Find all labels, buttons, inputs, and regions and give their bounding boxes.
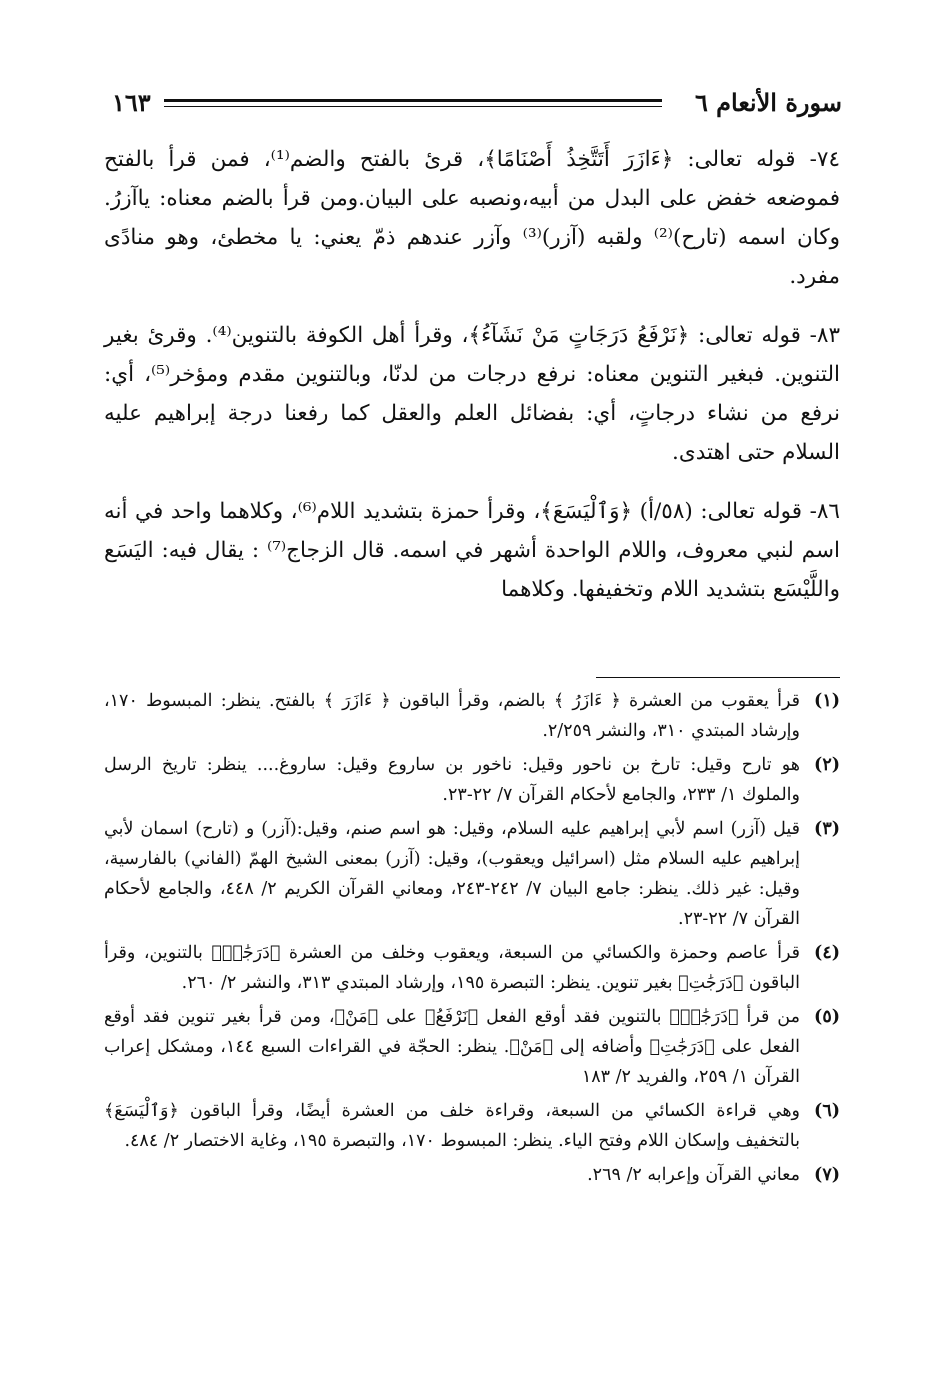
footnote-number: (٥) [814,1007,840,1027]
footnote-text: وهي قراءة الكسائي من السبعة، وقراءة خلف من العشرة أيضًا، وقرأ الباقون ﴿وَٱلْيَسَعَ﴾ بالتخفيف وإسكان اللام وفتح الياء. ينظر: المبسوط ١٧٠، والتبصرة ١٩٥، وغاية الاختصار ٢/ ٤٨٤. [104,1101,800,1151]
footnote-text: معاني القرآن وإعرابه ٢/ ٢٦٩. [587,1165,800,1185]
footnote [104,938,840,998]
footnote-number: (٤) [814,943,840,963]
footnote [104,750,840,810]
page-header [112,86,842,122]
footnote-text: قرأ يعقوب من العشرة ﴿ ءَازَرُ ﴾ بالضم، وقرأ الباقون ﴿ ءَازَرَ ﴾ بالفتح. ينظر: المبسوط ١٧٠، وإرشاد المبتدي ٣١٠، والنشر ٢/٢٥٩. [104,691,800,741]
footnote-text: هو تارح وقيل: تارخ بن ناحور وقيل: ناخور بن ساروع وقيل: ساروغ.... ينظر: تاريخ الرسل والملوك ١/ ٢٣٣، والجامع لأحكام القرآن ٧/ ٢٢-٢٣. [104,755,800,805]
footnote [104,686,840,746]
footnote-number: (٦) [814,1101,840,1121]
sura-title: سورة الأنعام ٦ [694,88,842,117]
main-text [104,140,840,629]
footnote-text: قرأ عاصم وحمزة والكسائي من السبعة، ويعقوب وخلف من العشرة ﴿دَرَجَٰتٖ﴾ بالتنوين، وقرأ الباقون ﴿دَرَجَٰتِ﴾ بغير تنوين. ينظر: التبصرة ١٩٥، وإرشاد المبتدي ٣١٣، والنشر ٢/ ٢٦٠. [104,943,800,993]
footnote-text: قيل (آزر) اسم لأبي إبراهيم عليه السلام، وقيل: هو اسم صنم، وقيل:(آزر) و (تارح) اسمان لأبي إبراهيم عليه السلام مثل (اسرائيل ويعقوب)، وقيل: (آزر) بمعنى الشيخ الهمّ (الفاني) بالفارسية، وقيل: غير ذلك. ينظر: جامع البيان ٧/ ٢٤٢-٢٤٣، ومعاني القرآن الكريم ٢/ ٤٤٨، والجامع لأحكام القرآن ٧/ ٢٢-٢٣. [104,819,801,929]
footnotes [104,686,840,1194]
footnote [104,1160,840,1190]
header-rule-thin [164,106,662,107]
paragraph-83: ٨٣- قوله تعالى: ﴿نَرْفَعُ دَرَجَاتٍ مَنْ نَشَآءُ﴾، وقرأ أهل الكوفة بالتنوين⁽⁴⁾. وقرئ بغير التنوين. فبغير التنوين معناه: نرفع درجات من لدنّا، وبالتنوين مقدم ومؤخر⁽⁵⁾، أي: نرفع من نشاء درجاتٍ، أي: بفضائل العلم والعقل كما رفعنا درجة إبراهيم عليه السلام حتى اهتدى. [104,323,840,465]
footnote [104,1002,840,1092]
footnote-number: (١) [814,691,840,711]
footnote-number: (٢) [814,755,840,775]
footnote-text: من قرأ ﴿دَرَجَٰتٖ﴾ بالتنوين فقد أوقع الفعل ﴿نَرْفَعُ﴾ على ﴿مَنْ﴾، ومن قرأ بغير تنوين فقد أوقع الفعل على ﴿دَرَجَٰتِ﴾ وأضافه إلى ﴿مَنْ﴾. ينظر: الحجّة في القراءات السبع ١٤٤، ومشكل إعراب القرآن ١/ ٢٥٩، والفريد ٢/ ١٨٣ [104,1007,800,1087]
page-number: ١٦٣ [112,88,151,117]
footnote-number: (٧) [814,1165,840,1185]
footnote-number: (٣) [814,819,840,839]
paragraph-86: ٨٦- قوله تعالى: (٥٨/أ) ﴿وَٱلْيَسَعَ﴾، وقرأ حمزة بتشديد اللام⁽⁶⁾، وكلاهما واحد في أنه اسم لنبي معروف، واللام الواحدة أشهر في اسمه. قال الزجاج⁽⁷⁾ : يقال فيه: اليَسَع واللَّيْسَع بتشديد اللام وتخفيفها. وكلاهما [104,499,840,602]
footnote-separator [596,677,840,678]
header-rule [164,99,662,102]
paragraph-74: ٧٤- قوله تعالى: ﴿ءَازَرَ أَتَتَّخِذُ أَصْنَامًا﴾، قرئ بالفتح والضم⁽¹⁾، فمن قرأ بالفتح فموضعه خفض على البدل من أبيه،ونصبه على البيان.ومن قرأ بالضم معناه: ياآزرُ. وكان اسمه (تارح)⁽²⁾ ولقبه (آزر)⁽³⁾ وآزر عندهم ذمّ يعني: يا مخطئ، وهو منادًى مفرد. [104,147,840,289]
footnote [104,1096,840,1156]
footnote [104,814,840,934]
